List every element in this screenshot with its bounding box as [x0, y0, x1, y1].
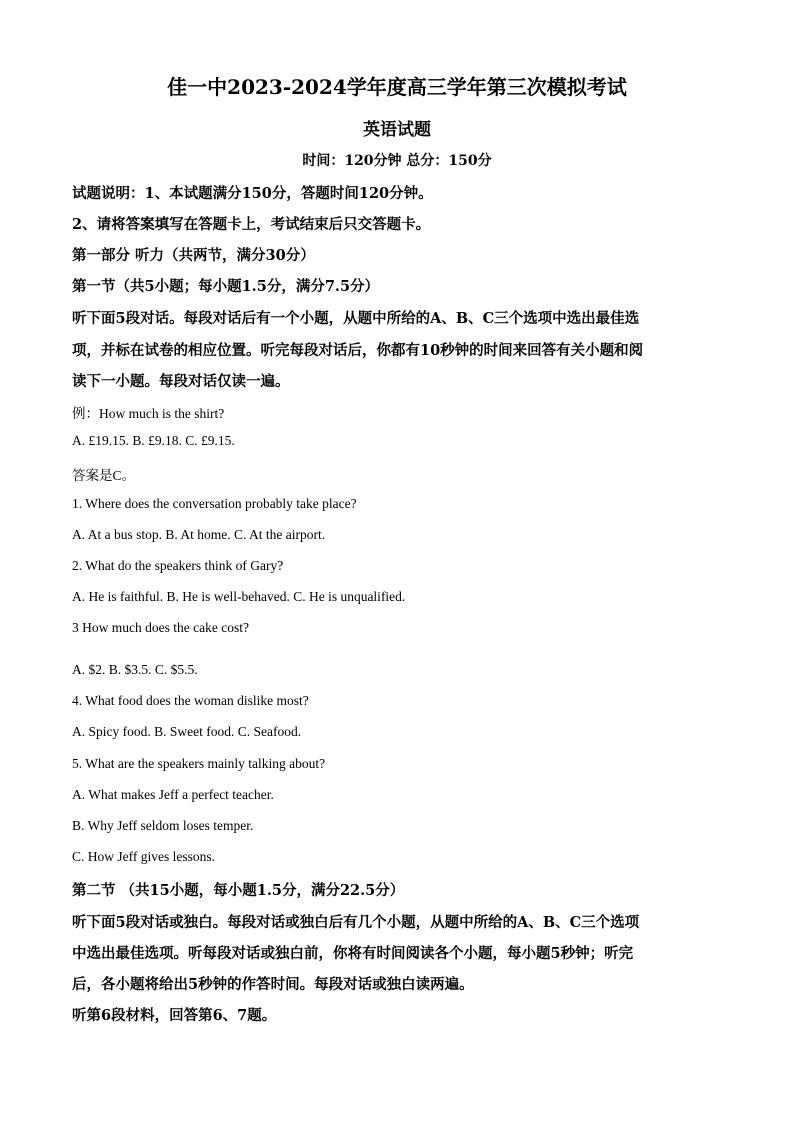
instruction-line-1: 试题说明：1、本试题满分150分，答题时间120分钟。 — [72, 185, 433, 202]
part1-title: 第一部分 听力（共两节，满分30分） — [72, 247, 315, 264]
section2-directions-line-2: 中选出最佳选项。听每段对话或独白前，你将有时间阅读各个小题，每小题5秒钟；听完 — [72, 945, 634, 962]
directions-line-1: 听下面5段对话。每段对话后有一个小题，从题中所给的A、B、C三个选项中选出最佳选 — [72, 310, 640, 327]
question-3-options: A. $2. B. $3.5. C. $5.5. — [72, 662, 198, 677]
question-1-options: A. At a bus stop. B. At home. C. At the airport. — [72, 527, 326, 542]
question-5-option-a: A. What makes Jeff a perfect teacher. — [72, 787, 274, 802]
example-options: A. £19.15. B. £9.18. C. £9.15. — [72, 433, 235, 448]
question-4: 4. What food does the woman dislike most? — [72, 693, 309, 708]
question-5: 5. What are the speakers mainly talking about? — [72, 756, 326, 771]
section2-directions-line-3: 后，各小题将给出5秒钟的作答时间。每段对话或独白读两遍。 — [72, 976, 474, 993]
section1-title: 第一节（共5小题；每小题1.5分，满分7.5分） — [72, 278, 380, 295]
question-4-options: A. Spicy food. B. Sweet food. C. Seafood. — [72, 724, 302, 739]
time-score-info: 时间：120分钟 总分：150分 — [302, 153, 492, 169]
exam-title: 佳一中2023-2024学年度高三学年第三次模拟考试 — [167, 75, 627, 99]
question-5-option-b: B. Why Jeff seldom loses temper. — [72, 818, 254, 833]
section2-directions-line-1: 听下面5段对话或独白。每段对话或独白后有几个小题，从题中所给的A、B、C三个选项 — [72, 914, 640, 931]
directions-line-3: 读下一小题。每段对话仅读一遍。 — [72, 373, 290, 390]
question-3: 3 How much does the cake cost? — [72, 620, 249, 635]
example-answer: 答案是C。 — [72, 468, 136, 483]
section2-title: 第二节 （共15小题，每小题1.5分，满分22.5分） — [72, 882, 405, 899]
example-question: 例：How much is the shirt? — [72, 406, 225, 421]
instruction-line-2: 2、请将答案填写在答题卡上，考试结束后只交答题卡。 — [72, 216, 431, 233]
subject-title: 英语试题 — [363, 120, 431, 140]
question-2-options: A. He is faithful. B. He is well-behaved. C. He is unqualified. — [72, 589, 406, 604]
directions-line-2: 项，并标在试卷的相应位置。听完每段对话后，你都有10秒钟的时间来回答有关小题和阅 — [72, 342, 644, 359]
question-1: 1. Where does the conversation probably take place? — [72, 496, 357, 511]
question-2: 2. What do the speakers think of Gary? — [72, 558, 284, 573]
material-6-heading: 听第6段材料，回答第6、7题。 — [72, 1007, 277, 1024]
question-5-option-c: C. How Jeff gives lessons. — [72, 849, 215, 864]
